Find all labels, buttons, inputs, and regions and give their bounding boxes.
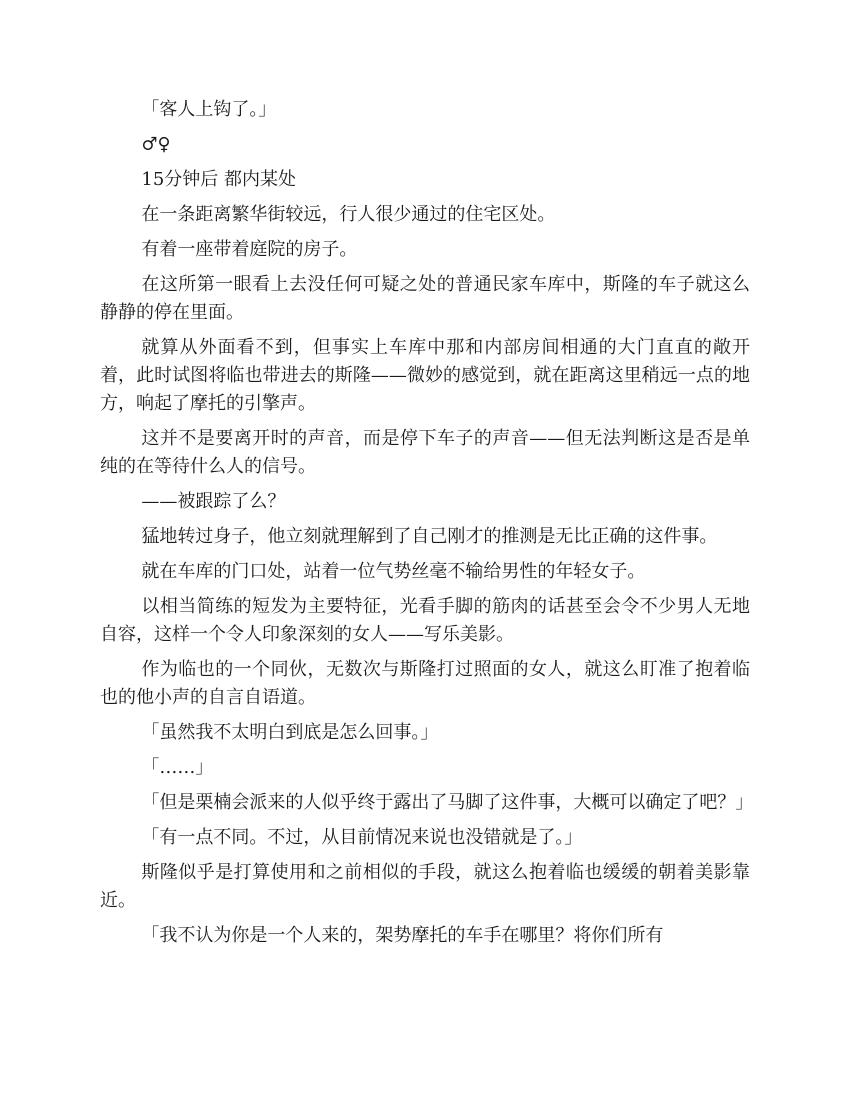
body-text — [100, 96, 754, 957]
paragraph: 「虽然我不太明白到底是怎么回事。」 — [141, 722, 439, 743]
paragraph: 「我不认为你是一个人来的，架势摩托的车手在哪里？将你们所有 — [141, 925, 664, 946]
paragraph: 猛地转过身子，他立刻就理解到了自己刚才的推测是无比正确的这件事。 — [141, 526, 718, 547]
paragraph: 有着一座带着庭院的房子。 — [141, 239, 358, 260]
paragraph: 「……」 — [141, 757, 214, 778]
paragraph: 就算从外面看不到，但事实上车库中那和内部房间相通的大门直直的敞开着，此时试图将临也带进去的斯隆——微妙的感觉到，就在距离这里稍远一点的地方，响起了摩托的引擎声。 — [100, 337, 750, 414]
paragraph: 这并不是要离开时的声音，而是停下车子的声音——但无法判断这是否是单纯的在等待什么人的信号。 — [100, 428, 750, 477]
paragraph: 15分钟后 都内某处 — [141, 169, 297, 190]
paragraph: 在这所第一眼看上去没任何可疑之处的普通民家车库中，斯隆的车子就这么静静的停在里面。 — [100, 274, 750, 323]
paragraph: ♂♀ — [141, 134, 171, 155]
paragraph: 「客人上钩了。」 — [141, 99, 277, 120]
paragraph: 在一条距离繁华街较远，行人很少通过的住宅区处。 — [141, 204, 556, 225]
paragraph: 就在车库的门口处，站着一位气势丝毫不输给男性的年轻女子。 — [141, 561, 646, 582]
paragraph: 「有一点不同。不过，从目前情况来说也没错就是了。」 — [141, 827, 583, 848]
paragraph: 斯隆似乎是打算使用和之前相似的手段，就这么抱着临也缓缓的朝着美影靠近。 — [100, 862, 750, 911]
paragraph: 作为临也的一个同伙，无数次与斯隆打过照面的女人，就这么盯准了抱着临也的他小声的自言自语道。 — [100, 659, 750, 708]
paragraph: 以相当简练的短发为主要特征，光看手脚的筋肉的话甚至会令不少男人无地自容，这样一个令人印象深刻的女人——写乐美影。 — [100, 596, 750, 645]
paragraph: ——被跟踪了么？ — [141, 491, 286, 512]
paragraph: 「但是栗楠会派来的人似乎终于露出了马脚了这件事，大概可以确定了吧？」 — [141, 792, 754, 813]
